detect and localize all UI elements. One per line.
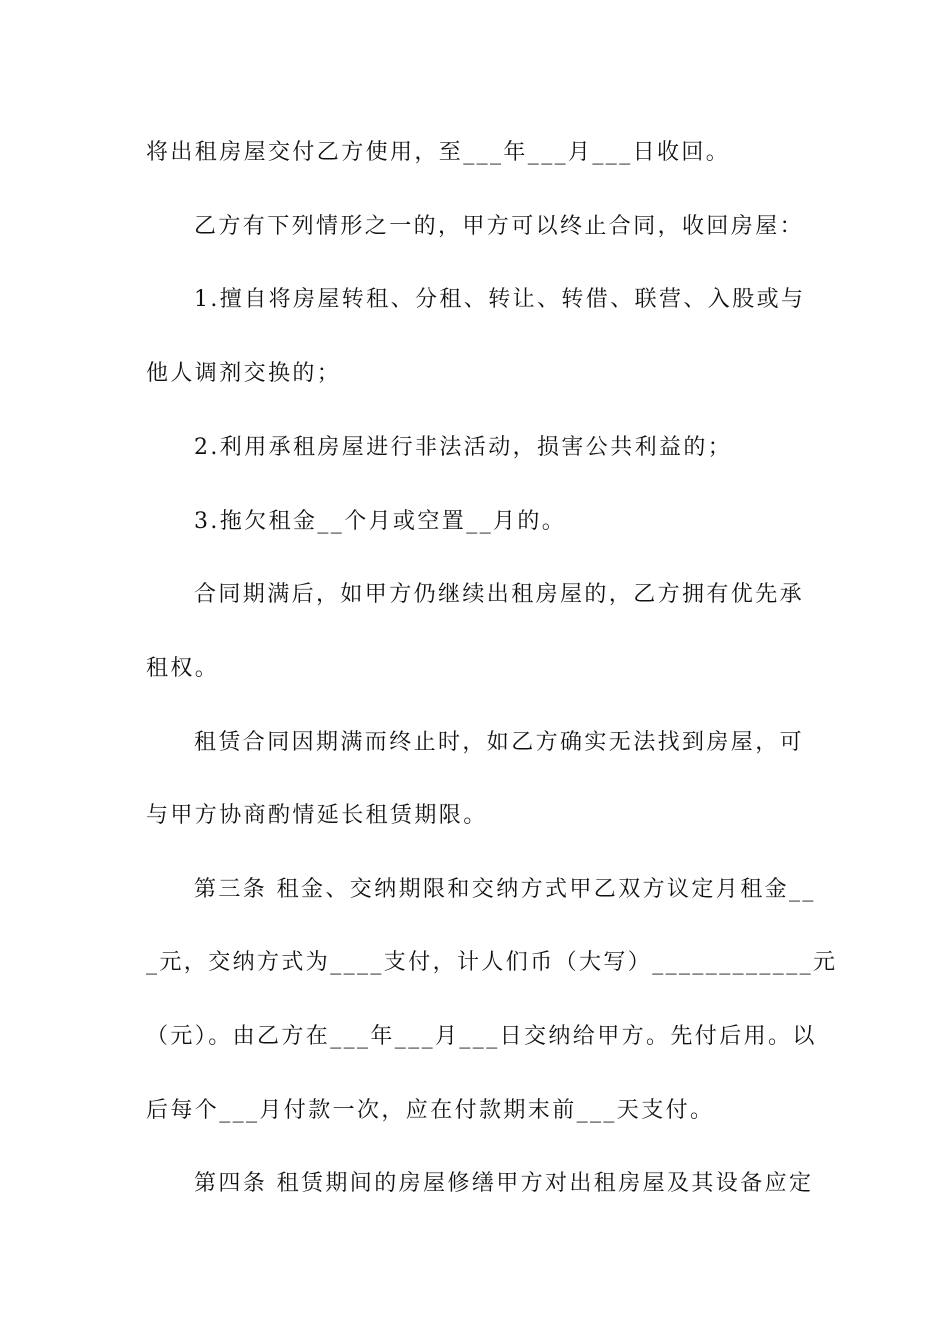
text-line: 将出租房屋交付乙方使用，至___年___月___日收回。 — [146, 140, 731, 165]
text-line: _元，交纳方式为____支付，计人们币（大写）____________元 — [146, 950, 838, 975]
text-line: 第四条 租赁期间的房屋修缮甲方对出租房屋及其设备应定 — [194, 1171, 814, 1196]
text-line: 租权。 — [146, 656, 220, 681]
text-line: 后每个___月付款一次，应在付款期末前___天支付。 — [146, 1098, 715, 1123]
text-line: 乙方有下列情形之一的，甲方可以终止合同，收回房屋： — [194, 214, 805, 239]
text-line: 租赁合同因期满而终止时，如乙方确实无法找到房屋，可 — [194, 730, 805, 755]
text-line: 他人调剂交换的； — [146, 361, 342, 386]
text-line: 1.擅自将房屋转租、分租、转让、转借、联营、入股或与 — [194, 287, 806, 312]
text-line: 3.拖欠租金__个月或空置__月的。 — [194, 509, 567, 534]
text-line: 第三条 租金、交纳期限和交纳方式甲乙双方议定月租金__ — [194, 877, 816, 902]
text-line: （元）。由乙方在___年___月___日交纳给甲方。先付后用。以 — [146, 1024, 817, 1049]
text-line: 与甲方协商酌情延长租赁期限。 — [146, 803, 488, 828]
text-line: 合同期满后，如甲方仍继续出租房屋的，乙方拥有优先承 — [194, 582, 805, 607]
text-line: 2.利用承租房屋进行非法活动，损害公共利益的； — [194, 435, 733, 460]
